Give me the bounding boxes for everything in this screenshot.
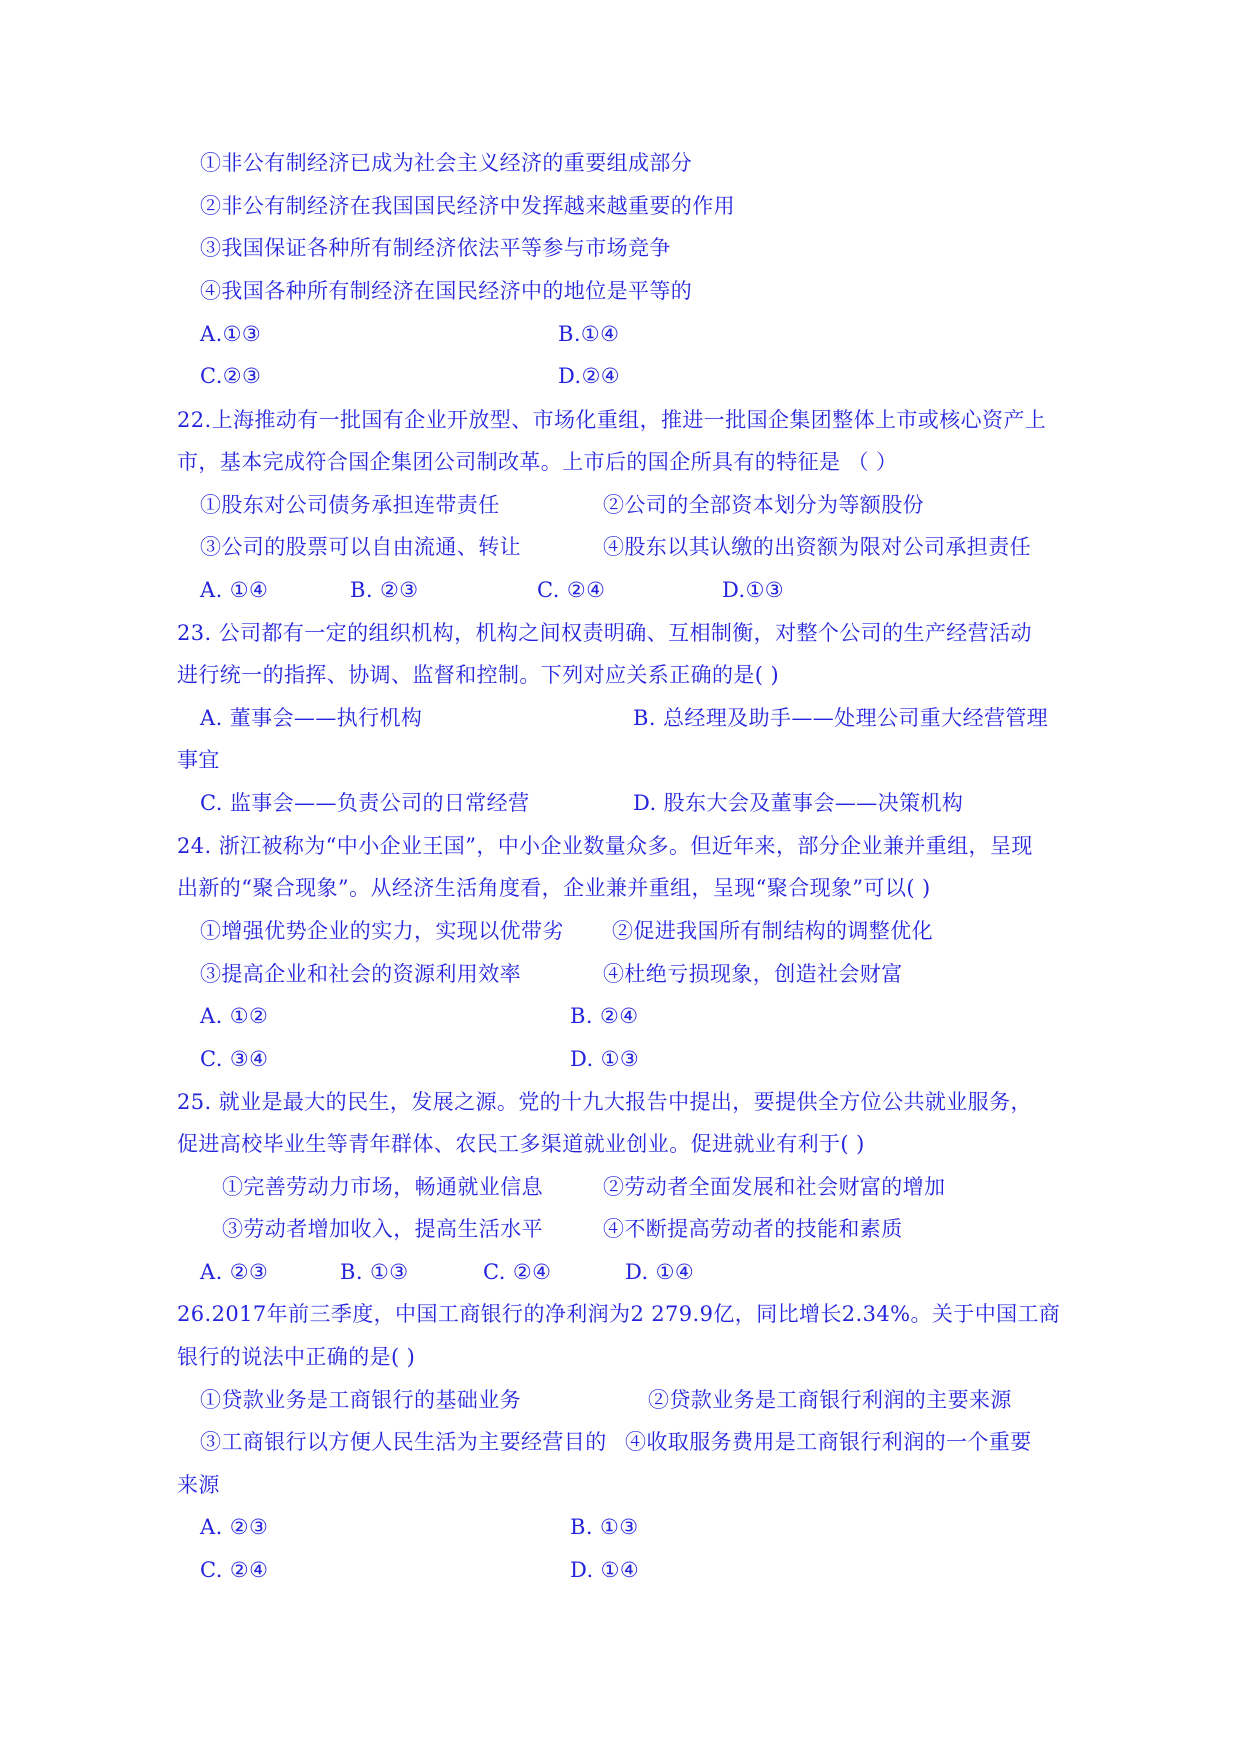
q25-stem-line-1: 25. 就业是最大的民生，发展之源。党的十九大报告中提出，要提供全方位公共就业服务， — [177, 1090, 1032, 1114]
q21-option-1: ①非公有制经济已成为社会主义经济的重要组成部分 — [200, 151, 693, 175]
q24-option-4: ④杜绝亏损现象，创造社会财富 — [603, 962, 903, 986]
q26-choice-b: B. ①③ — [570, 1515, 639, 1539]
q26-stem-line-1: 26.2017年前三季度，中国工商银行的净利润为2 279.9亿，同比增长2.34%。关于中国工商 — [177, 1302, 1061, 1326]
q24-choice-c: C. ③④ — [200, 1047, 269, 1071]
q22-choice-b: B. ②③ — [350, 578, 419, 602]
q23-option-b-continued: 事宜 — [177, 748, 220, 772]
q24-option-2: ②促进我国所有制结构的调整优化 — [612, 919, 933, 943]
q24-choice-d: D. ①③ — [570, 1047, 640, 1071]
q22-choice-a: A. ①④ — [200, 578, 269, 602]
q26-choice-c: C. ②④ — [200, 1558, 269, 1582]
q24-choice-a: A. ①② — [200, 1004, 269, 1028]
q23-option-d: D. 股东大会及董事会——决策机构 — [633, 791, 964, 815]
q25-option-3: ③劳动者增加收入，提高生活水平 — [222, 1217, 543, 1241]
q25-option-2: ②劳动者全面发展和社会财富的增加 — [603, 1175, 946, 1199]
q26-option-4: ④收取服务费用是工商银行利润的一个重要 — [625, 1430, 1032, 1454]
q25-choice-c: C. ②④ — [483, 1260, 552, 1284]
q25-stem-line-2: 促进高校毕业生等青年群体、农民工多渠道就业创业。促进就业有利于( ) — [177, 1132, 865, 1156]
q26-option-3: ③工商银行以方便人民生活为主要经营目的 — [200, 1430, 607, 1454]
q21-choice-b: B.①④ — [558, 322, 620, 346]
q25-choice-d: D. ①④ — [625, 1260, 695, 1284]
q23-stem-line-2: 进行统一的指挥、协调、监督和控制。下列对应关系正确的是( ) — [177, 663, 780, 687]
q25-choice-a: A. ②③ — [200, 1260, 269, 1284]
q22-option-3: ③公司的股票可以自由流通、转让 — [200, 535, 521, 559]
q22-option-2: ②公司的全部资本划分为等额股份 — [603, 493, 924, 517]
q26-choice-d: D. ①④ — [570, 1558, 640, 1582]
q25-choice-b: B. ①③ — [340, 1260, 409, 1284]
q24-option-3: ③提高企业和社会的资源利用效率 — [200, 962, 521, 986]
q22-stem-line-2: 市，基本完成符合国企集团公司制改革。上市后的国企所具有的特征是 （ ） — [177, 450, 898, 474]
q23-stem-line-1: 23. 公司都有一定的组织机构，机构之间权责明确、互相制衡，对整个公司的生产经营活动 — [177, 621, 1032, 645]
q21-choice-d: D.②④ — [558, 364, 621, 388]
q22-choice-c: C. ②④ — [537, 578, 606, 602]
q24-stem-line-2: 出新的“聚合现象”。从经济生活角度看，企业兼并重组，呈现“聚合现象”可以( ) — [177, 876, 931, 900]
q23-option-b: B. 总经理及助手——处理公司重大经营管理 — [633, 706, 1049, 730]
q21-option-3: ③我国保证各种所有制经济依法平等参与市场竞争 — [200, 236, 671, 260]
q22-option-1: ①股东对公司债务承担连带责任 — [200, 493, 500, 517]
q26-option-2: ②贷款业务是工商银行利润的主要来源 — [648, 1388, 1012, 1412]
q26-stem-line-2: 银行的说法中正确的是( ) — [177, 1345, 416, 1369]
q21-choice-c: C.②③ — [200, 364, 262, 388]
q24-option-1: ①增强优势企业的实力，实现以优带劣 — [200, 919, 564, 943]
q26-choice-a: A. ②③ — [200, 1515, 269, 1539]
q26-option-4-continued: 来源 — [177, 1473, 220, 1497]
q24-stem-line-1: 24. 浙江被称为“中小企业王国”，中小企业数量众多。但近年来，部分企业兼并重组，呈现 — [177, 834, 1033, 858]
q25-option-1: ①完善劳动力市场，畅通就业信息 — [222, 1175, 543, 1199]
q21-choice-a: A.①③ — [200, 322, 262, 346]
q23-option-a: A. 董事会——执行机构 — [200, 706, 423, 730]
q23-option-c: C. 监事会——负责公司的日常经营 — [200, 791, 530, 815]
q22-choice-d: D.①③ — [722, 578, 785, 602]
q21-option-4: ④我国各种所有制经济在国民经济中的地位是平等的 — [200, 279, 693, 303]
q21-option-2: ②非公有制经济在我国国民经济中发挥越来越重要的作用 — [200, 194, 735, 218]
q22-stem-line-1: 22.上海推动有一批国有企业开放型、市场化重组，推进一批国企集团整体上市或核心资产上 — [177, 408, 1047, 432]
q26-option-1: ①贷款业务是工商银行的基础业务 — [200, 1388, 521, 1412]
q25-option-4: ④不断提高劳动者的技能和素质 — [603, 1217, 903, 1241]
q24-choice-b: B. ②④ — [570, 1004, 639, 1028]
q22-option-4: ④股东以其认缴的出资额为限对公司承担责任 — [603, 535, 1031, 559]
